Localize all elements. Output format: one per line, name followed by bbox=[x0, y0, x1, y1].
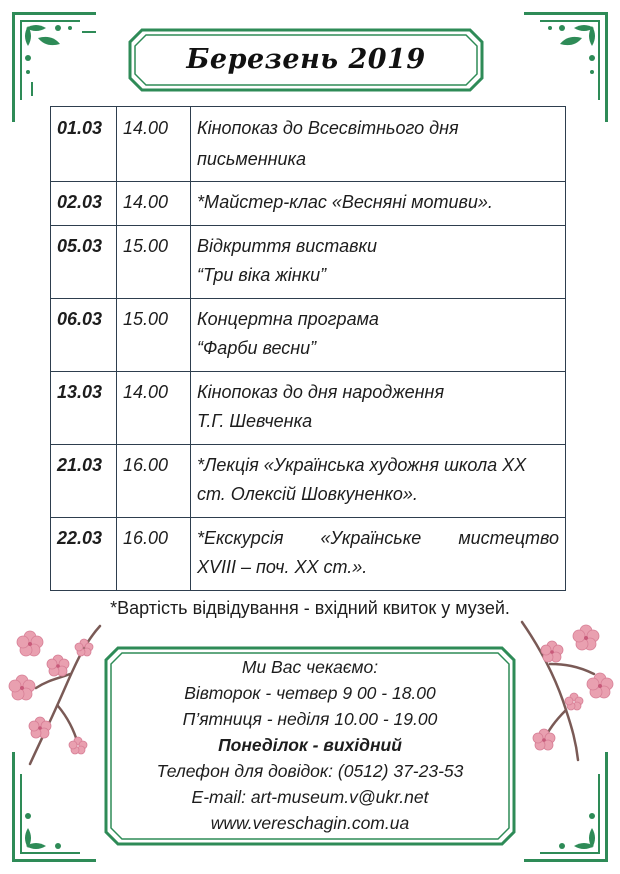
event-time: 14.00 bbox=[117, 107, 191, 182]
event-description-line: Кінопоказ до Всесвітнього дня bbox=[197, 118, 459, 138]
event-description bbox=[191, 299, 566, 372]
event-description-line: *Лекція «Українська художня школа XX bbox=[197, 455, 527, 475]
event-description-line: “Фарби весни” bbox=[197, 338, 317, 358]
event-description bbox=[191, 226, 566, 299]
email: E-mail: art-museum.v@ukr.net bbox=[191, 787, 429, 807]
cherry-blossom-left-decoration bbox=[0, 618, 112, 768]
event-date: 13.03 bbox=[51, 372, 117, 445]
phone: Телефон для довідок: (0512) 37-23-53 bbox=[156, 761, 464, 781]
page-title: Березень 2019 bbox=[186, 44, 426, 75]
table-row bbox=[51, 372, 566, 445]
hours-fri-sun: П’ятниця - неділя 10.00 - 19.00 bbox=[182, 709, 438, 729]
event-description-line: “Три віка жінки” bbox=[197, 265, 327, 285]
event-date: 02.03 bbox=[51, 182, 117, 226]
website-link[interactable]: www.vereschagin.com.ua bbox=[210, 813, 410, 833]
event-date: 22.03 bbox=[51, 518, 117, 591]
table-row bbox=[51, 107, 566, 182]
event-description-line: *Майстер-клас «Весняні мотиви». bbox=[197, 192, 493, 212]
price-note: *Вартість відвідування - вхідний квиток у музей. bbox=[110, 598, 510, 618]
event-time: 14.00 bbox=[117, 372, 191, 445]
event-description bbox=[191, 182, 566, 226]
table-row bbox=[51, 518, 566, 591]
event-description-line: Відкриття виставки bbox=[197, 236, 377, 256]
event-date: 21.03 bbox=[51, 445, 117, 518]
events-table bbox=[50, 106, 566, 591]
table-row bbox=[51, 299, 566, 372]
corner-ornament-bottom-right bbox=[512, 746, 612, 866]
event-description-line: Кінопоказ до дня народження bbox=[197, 382, 445, 402]
event-description bbox=[191, 445, 566, 518]
title-frame bbox=[128, 28, 484, 92]
table-row bbox=[51, 445, 566, 518]
day-off: Понеділок - вихідний bbox=[218, 735, 402, 755]
event-date: 01.03 bbox=[51, 107, 117, 182]
event-description-line: Т.Г. Шевченка bbox=[197, 411, 313, 431]
event-description-line: Концертна програма bbox=[197, 309, 379, 329]
welcome-text: Ми Вас чекаємо: bbox=[241, 657, 379, 677]
table-row bbox=[51, 182, 566, 226]
event-description bbox=[191, 518, 566, 591]
event-description-line: XVIII – поч. XX ст.». bbox=[197, 557, 368, 577]
event-time: 16.00 bbox=[117, 518, 191, 591]
event-description-line: *Екскурсія «Українське мистецтво bbox=[197, 528, 559, 548]
table-row bbox=[51, 226, 566, 299]
event-description bbox=[191, 372, 566, 445]
event-description bbox=[191, 107, 566, 182]
event-description-line: письменника bbox=[197, 149, 307, 169]
hours-tue-thu: Вівторок - четвер 9 00 - 18.00 bbox=[184, 683, 436, 703]
event-date: 05.03 bbox=[51, 226, 117, 299]
event-time: 15.00 bbox=[117, 299, 191, 372]
event-description-line: ст. Олексій Шовкуненко». bbox=[197, 484, 418, 504]
cherry-blossom-right-decoration bbox=[516, 614, 620, 764]
event-date: 06.03 bbox=[51, 299, 117, 372]
event-time: 15.00 bbox=[117, 226, 191, 299]
contact-info bbox=[104, 654, 516, 836]
event-time: 16.00 bbox=[117, 445, 191, 518]
event-time: 14.00 bbox=[117, 182, 191, 226]
